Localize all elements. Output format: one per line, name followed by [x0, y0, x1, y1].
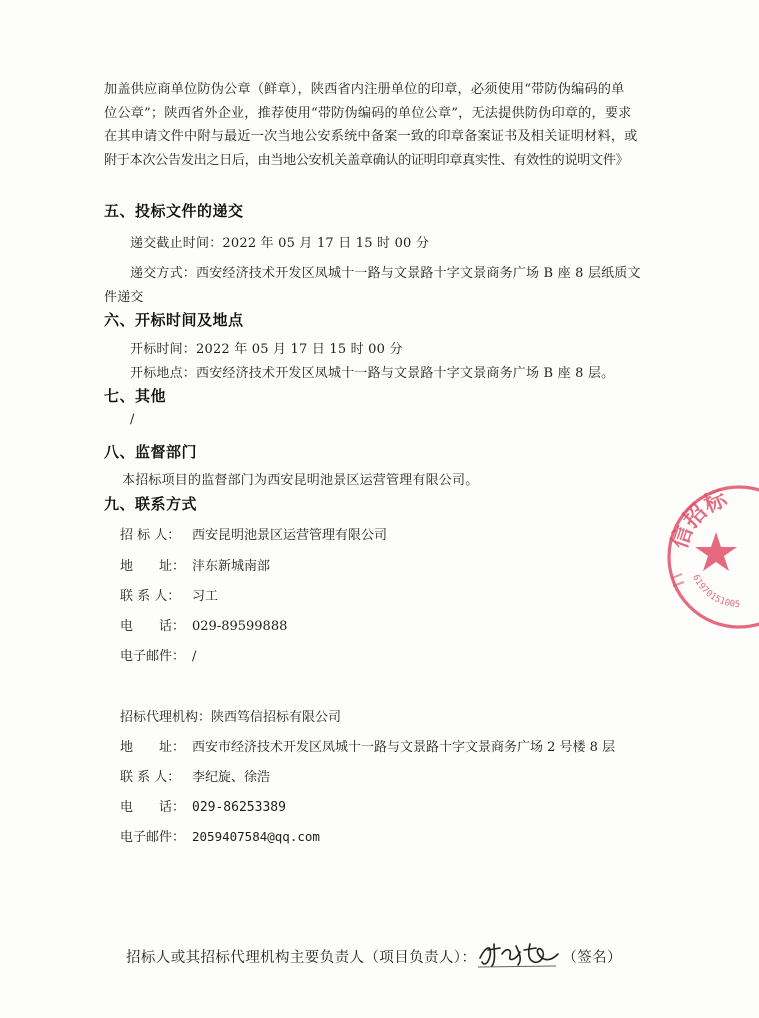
tenderer-address-label: 地 址：	[120, 559, 186, 574]
intro-line-4: 附于本次公告发出之日后，由当地公安机关盖章确认的证明印章真实性、有效性的说明文件》	[104, 152, 629, 168]
tenderer-email-row	[120, 645, 196, 664]
tenderer-name-label: 招 标 人：	[120, 528, 181, 543]
agency-email-row	[120, 826, 320, 845]
tenderer-email-value: /	[192, 649, 197, 664]
tenderer-phone-label: 电 话：	[120, 619, 186, 634]
other-content: /	[130, 412, 135, 427]
submission-deadline: 递交截止时间：2022 年 05 月 17 日 15 时 00 分	[130, 236, 430, 251]
tenderer-phone-value: 029-89599888	[192, 619, 288, 634]
agency-contact-label: 联 系 人：	[120, 770, 181, 785]
agency-address-row	[120, 736, 615, 755]
supervision-content: 本招标项目的监督部门为西安昆明池景区运营管理有限公司。	[122, 473, 479, 488]
intro-paragraph	[104, 78, 644, 172]
section-8-heading: 八、监督部门	[104, 443, 198, 461]
agency-contact-value: 李纪旋、徐浩	[192, 770, 271, 785]
tenderer-email-label: 电子邮件：	[120, 649, 186, 664]
agency-name-label: 招标代理机构：	[120, 710, 212, 725]
tenderer-contact-label: 联 系 人：	[120, 589, 181, 604]
section-9-heading: 九、联系方式	[104, 495, 198, 513]
agency-address-value: 西安市经济技术开发区凤城十一路与文景路十字文景商务广场 2 号楼 8 层	[192, 740, 616, 755]
tenderer-address-row	[120, 555, 270, 574]
signature-prefix: 招标人或其招标代理机构主要负责人（项目负责人）：	[126, 950, 477, 966]
agency-name-value: 陕西笃信招标有限公司	[211, 710, 342, 725]
agency-address-label: 地 址：	[120, 740, 186, 755]
stamp-top-text: 信招标	[667, 486, 731, 553]
agency-name-row	[120, 706, 341, 725]
tenderer-name-value: 西安昆明池景区运营管理有限公司	[192, 528, 388, 543]
tenderer-phone-row	[120, 615, 287, 634]
tenderer-address-value: 沣东新城南部	[192, 559, 271, 574]
section-6-heading: 六、开标时间及地点	[104, 311, 244, 329]
section-7-heading: 七、其他	[104, 387, 167, 405]
intro-line-2: 位公章”；陕西省外企业，推荐使用“带防伪编码的单位公章”，无法提供防伪印章的，要求	[104, 105, 632, 121]
agency-email-label: 电子邮件：	[120, 830, 186, 845]
intro-line-3: 在其申请文件中附与最近一次当地公安系统中备案一致的印章备案证书及相关证明材料，或	[104, 129, 638, 144]
opening-time: 开标时间：2022 年 05 月 17 日 15 时 00 分	[130, 342, 403, 357]
agency-phone-row	[120, 796, 286, 815]
official-seal-stamp	[664, 482, 759, 632]
tenderer-contact-row	[120, 585, 218, 604]
opening-place: 开标地点：西安经济技术开发区凤城十一路与文景路十字文景商务广场 B 座 8 层。	[130, 366, 615, 381]
agency-email-value: 2059407584@qq.com	[192, 829, 320, 844]
agency-contact-row	[120, 766, 270, 785]
intro-line-1: 加盖供应商单位防伪公章（鲜章），陕西省内注册单位的印章，必须使用“带防伪编码的单	[104, 82, 625, 97]
tenderer-name-row	[120, 524, 387, 543]
stamp-star-icon	[695, 532, 737, 571]
submission-method-cont: 件递交	[104, 290, 144, 305]
section-5-heading: 五、投标文件的递交	[104, 202, 244, 220]
tenderer-contact-value: 习工	[192, 589, 219, 604]
agency-phone-label: 电 话：	[120, 800, 186, 815]
stamp-number: 61970151005	[690, 573, 741, 611]
signature-line	[126, 942, 622, 974]
submission-method: 递交方式：西安经济技术开发区凤城十一路与文景路十字文景商务广场 B 座 8 层纸质文	[130, 266, 641, 281]
agency-phone-value: 029-86253389	[192, 800, 286, 815]
handwritten-signature	[476, 938, 562, 970]
signature-suffix: （签名）	[562, 950, 622, 966]
